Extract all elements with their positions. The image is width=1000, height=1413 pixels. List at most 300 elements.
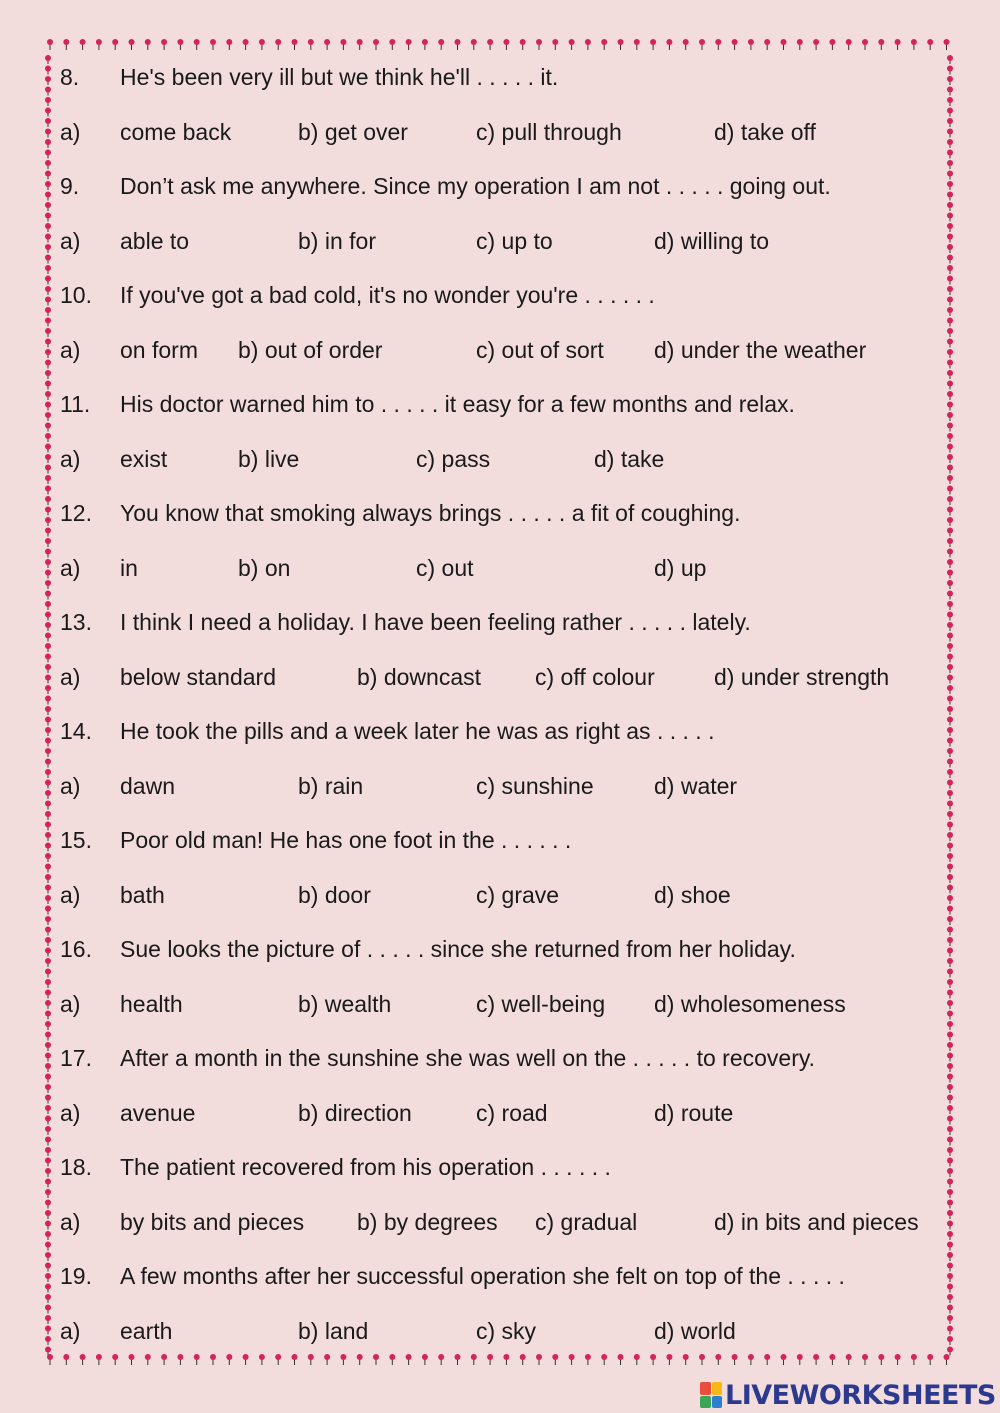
- heart-pin-icon: [947, 1053, 953, 1062]
- heart-pin-icon: [947, 1263, 953, 1272]
- question-text: If you've got a bad cold, it's no wonder you're . . . . . .: [120, 282, 655, 308]
- heart-pin-icon: [45, 1305, 51, 1314]
- heart-pin-icon: [45, 685, 51, 694]
- heart-pin-icon: [947, 181, 953, 190]
- question-text: You know that smoking always brings . . . . . a fit of coughing.: [120, 500, 741, 526]
- heart-pin-icon: [947, 1158, 953, 1167]
- heart-pin-icon: [45, 1326, 51, 1335]
- heart-pin-icon: [45, 1221, 51, 1230]
- heart-pin-icon: [45, 1294, 51, 1303]
- answer-option[interactable]: c) pull through: [476, 118, 622, 145]
- heart-pin-icon: [569, 39, 575, 50]
- answer-option[interactable]: b) downcast: [357, 663, 482, 690]
- worksheet: [60, 50, 940, 1360]
- heart-pin-icon: [947, 979, 953, 988]
- heart-pin-icon: [45, 160, 51, 169]
- heart-pin-icon: [947, 370, 953, 379]
- answer-option[interactable]: c) sunshine: [476, 772, 594, 799]
- heart-pin-icon: [45, 286, 51, 295]
- heart-pin-icon: [45, 1126, 51, 1135]
- answer-option[interactable]: c) grave: [476, 881, 560, 908]
- heart-pin-icon: [947, 1305, 953, 1314]
- answer-option[interactable]: come back: [120, 118, 232, 145]
- answer-option[interactable]: b) on: [238, 554, 291, 581]
- heart-pin-icon: [45, 1210, 51, 1219]
- heart-pin-icon: [45, 150, 51, 159]
- heart-pin-icon: [324, 39, 330, 50]
- heart-pin-icon: [947, 55, 953, 64]
- answer-option[interactable]: able to: [120, 227, 190, 254]
- heart-pin-icon: [947, 244, 953, 253]
- heart-pin-icon: [45, 643, 51, 652]
- heart-pin-icon: [45, 906, 51, 915]
- heart-pin-icon: [373, 39, 379, 50]
- heart-pin-icon: [947, 1252, 953, 1261]
- heart-pin-icon: [947, 654, 953, 663]
- answer-option[interactable]: b) get over: [298, 118, 408, 145]
- option-label: a): [60, 445, 81, 472]
- heart-pin-icon: [947, 150, 953, 159]
- answer-option[interactable]: c) up to: [476, 227, 553, 254]
- heart-pin-icon: [846, 39, 852, 50]
- heart-pin-icon: [585, 39, 591, 50]
- answer-option[interactable]: c) gradual: [535, 1208, 638, 1235]
- answer-option[interactable]: dawn: [120, 772, 175, 799]
- heart-pin-icon: [45, 87, 51, 96]
- heart-pin-icon: [45, 1263, 51, 1272]
- option-label: a): [60, 118, 81, 145]
- answer-option[interactable]: b) direction: [298, 1099, 412, 1126]
- answer-option[interactable]: d) take: [594, 445, 665, 472]
- heart-pin-icon: [947, 895, 953, 904]
- heart-pin-icon: [45, 1095, 51, 1104]
- heart-pin-icon: [45, 517, 51, 526]
- heart-pin-icon: [194, 39, 200, 50]
- heart-pin-icon: [45, 381, 51, 390]
- heart-pin-icon: [947, 790, 953, 799]
- question-row: [60, 1150, 940, 1184]
- answer-option[interactable]: by bits and pieces: [120, 1208, 305, 1235]
- heart-pin-icon: [45, 444, 51, 453]
- heart-pin-icon: [947, 1210, 953, 1219]
- answer-option[interactable]: b) by degrees: [357, 1208, 498, 1235]
- heart-pin-icon: [947, 1242, 953, 1251]
- heart-pin-icon: [947, 874, 953, 883]
- answer-option[interactable]: b) land: [298, 1317, 369, 1344]
- heart-pin-icon: [45, 1063, 51, 1072]
- heart-pin-icon: [947, 769, 953, 778]
- heart-pin-icon: [45, 895, 51, 904]
- answer-option[interactable]: health: [120, 990, 183, 1017]
- heart-pin-icon: [45, 1242, 51, 1251]
- heart-pin-icon: [45, 265, 51, 274]
- heart-pin-icon: [45, 370, 51, 379]
- heart-pin-icon: [45, 801, 51, 810]
- heart-pin-icon: [45, 832, 51, 841]
- heart-pin-icon: [45, 1315, 51, 1324]
- heart-pin-icon: [45, 591, 51, 600]
- answer-option[interactable]: on form: [120, 336, 198, 363]
- heart-pin-icon: [145, 39, 151, 50]
- answer-option[interactable]: b) door: [298, 881, 371, 908]
- heart-pin-icon: [45, 1336, 51, 1345]
- question-text: He's been very ill but we think he'll . . . . . it.: [120, 64, 559, 90]
- options-row: [60, 1314, 940, 1348]
- answer-option[interactable]: b) in for: [298, 227, 376, 254]
- heart-pin-icon: [45, 297, 51, 306]
- heart-pin-icon: [45, 549, 51, 558]
- heart-pin-icon: [947, 517, 953, 526]
- heart-pin-icon: [947, 832, 953, 841]
- question-number: 16.: [60, 936, 92, 962]
- heart-pin-icon: [947, 1042, 953, 1051]
- heart-pin-icon: [618, 39, 624, 50]
- heart-pin-icon: [947, 885, 953, 894]
- heart-pin-icon: [911, 39, 917, 50]
- question-number: 18.: [60, 1154, 92, 1180]
- heart-pin-icon: [947, 1315, 953, 1324]
- heart-pin-icon: [947, 496, 953, 505]
- heart-pin-icon: [45, 318, 51, 327]
- answer-option[interactable]: c) out: [416, 554, 474, 581]
- heart-pin-icon: [895, 39, 901, 50]
- heart-pin-icon: [829, 39, 835, 50]
- answer-option[interactable]: avenue: [120, 1099, 196, 1126]
- option-label: a): [60, 663, 81, 690]
- heart-pin-icon: [683, 39, 689, 50]
- options-row: [60, 878, 940, 912]
- answer-option[interactable]: b) live: [238, 445, 300, 472]
- question-number: 9.: [60, 173, 80, 199]
- heart-pin-icon: [947, 948, 953, 957]
- answer-option[interactable]: c) off colour: [535, 663, 655, 690]
- heart-pin-icon: [947, 307, 953, 316]
- heart-pin-icon: [947, 549, 953, 558]
- heart-pin-icon: [947, 475, 953, 484]
- heart-pin-icon: [357, 39, 363, 50]
- heart-pin-icon: [947, 202, 953, 211]
- heart-pin-icon: [947, 1084, 953, 1093]
- option-label: a): [60, 1099, 81, 1126]
- answer-option[interactable]: d) water: [654, 772, 738, 799]
- heart-pin-icon: [947, 1074, 953, 1083]
- heart-pin-icon: [944, 1354, 950, 1365]
- heart-pin-icon: [438, 39, 444, 50]
- answer-option[interactable]: b) out of order: [238, 336, 383, 363]
- heart-pin-icon: [45, 139, 51, 148]
- heart-pin-icon: [45, 76, 51, 85]
- heart-pin-icon: [47, 39, 53, 50]
- option-label: a): [60, 336, 81, 363]
- heart-pin-icon: [45, 244, 51, 253]
- heart-pin-icon: [947, 853, 953, 862]
- options-row: [60, 987, 940, 1021]
- heart-pin-icon: [947, 1336, 953, 1345]
- heart-pin-icon: [45, 1147, 51, 1156]
- heart-pin-icon: [45, 1074, 51, 1083]
- answer-option[interactable]: d) under the weather: [654, 336, 867, 363]
- heart-pin-icon: [947, 444, 953, 453]
- question-row: [60, 1259, 940, 1293]
- heart-pin-icon: [947, 1116, 953, 1125]
- answer-option[interactable]: d) world: [654, 1317, 736, 1344]
- question-text: Sue looks the picture of . . . . . since she returned from her holiday.: [120, 936, 796, 962]
- heart-pin-icon: [45, 790, 51, 799]
- heart-pin-icon: [634, 39, 640, 50]
- heart-pin-icon: [947, 843, 953, 852]
- heart-pin-icon: [45, 412, 51, 421]
- answer-option[interactable]: d) under strength: [714, 663, 890, 690]
- heart-pin-icon: [947, 97, 953, 106]
- heart-pin-icon: [45, 780, 51, 789]
- heart-pin-icon: [45, 654, 51, 663]
- question-row: [60, 496, 940, 530]
- heart-pin-icon: [947, 528, 953, 537]
- heart-pin-icon: [45, 1273, 51, 1282]
- answer-option[interactable]: d) willing to: [654, 227, 770, 254]
- answer-option[interactable]: below standard: [120, 663, 276, 690]
- heart-pin-icon: [947, 108, 953, 117]
- heart-pin-icon: [947, 223, 953, 232]
- heart-pin-icon: [947, 990, 953, 999]
- answer-option[interactable]: c) out of sort: [476, 336, 604, 363]
- heart-pin-icon: [129, 39, 135, 50]
- question-text: After a month in the sunshine she was well on the . . . . . to recovery.: [120, 1045, 816, 1071]
- heart-pin-icon: [161, 39, 167, 50]
- heart-pin-icon: [45, 874, 51, 883]
- answer-option[interactable]: c) sky: [476, 1317, 537, 1344]
- liveworksheets-logo-icon: [700, 1382, 722, 1408]
- heart-pin-icon: [947, 696, 953, 705]
- heart-pin-icon: [243, 39, 249, 50]
- heart-pin-icon: [45, 1168, 51, 1177]
- heart-pin-icon: [45, 1137, 51, 1146]
- question-text: He took the pills and a week later he was as right as . . . . .: [120, 718, 715, 744]
- heart-pin-icon: [45, 1042, 51, 1051]
- heart-pin-icon: [947, 685, 953, 694]
- brand-name: LIVEWORKSHEETS: [725, 1379, 996, 1411]
- answer-option[interactable]: b) wealth: [298, 990, 392, 1017]
- heart-pin-icon: [45, 696, 51, 705]
- heart-pin-icon: [45, 748, 51, 757]
- heart-pin-icon: [45, 339, 51, 348]
- answer-option[interactable]: in: [120, 554, 138, 581]
- answer-option[interactable]: d) wholesomeness: [654, 990, 846, 1017]
- footer-logo[interactable]: [700, 1378, 996, 1412]
- heart-pin-icon: [947, 675, 953, 684]
- heart-pin-icon: [947, 139, 953, 148]
- heart-pin-icon: [947, 1021, 953, 1030]
- heart-pin-icon: [947, 748, 953, 757]
- answer-option[interactable]: c) road: [476, 1099, 548, 1126]
- heart-pin-icon: [45, 759, 51, 768]
- heart-pin-icon: [45, 706, 51, 715]
- heart-pin-icon: [45, 1189, 51, 1198]
- heart-pin-icon: [748, 39, 754, 50]
- heart-pin-icon: [45, 1105, 51, 1114]
- heart-pin-icon: [45, 108, 51, 117]
- question-number: 17.: [60, 1045, 92, 1071]
- option-label: a): [60, 227, 81, 254]
- heart-pin-icon: [45, 864, 51, 873]
- heart-pin-icon: [797, 39, 803, 50]
- heart-pin-icon: [45, 55, 51, 64]
- heart-pin-icon: [947, 1326, 953, 1335]
- answer-option[interactable]: earth: [120, 1317, 173, 1344]
- heart-pin-icon: [45, 727, 51, 736]
- heart-pin-icon: [45, 612, 51, 621]
- heart-pin-icon: [947, 412, 953, 421]
- heart-pin-icon: [45, 129, 51, 138]
- heart-pin-icon: [947, 717, 953, 726]
- heart-pin-icon: [45, 255, 51, 264]
- heart-pin-icon: [947, 1032, 953, 1041]
- heart-pin-icon: [947, 129, 953, 138]
- answer-option[interactable]: c) pass: [416, 445, 491, 472]
- heart-pin-icon: [45, 622, 51, 631]
- heart-pin-icon: [275, 39, 281, 50]
- question-row: [60, 387, 940, 421]
- question-number: 11.: [60, 391, 91, 417]
- heart-pin-icon: [947, 612, 953, 621]
- heart-pin-icon: [45, 507, 51, 516]
- heart-pin-icon: [45, 223, 51, 232]
- heart-pin-icon: [45, 276, 51, 285]
- answer-option[interactable]: d) take off: [714, 118, 816, 145]
- heart-pin-icon: [947, 643, 953, 652]
- heart-pin-icon: [45, 181, 51, 190]
- option-label: a): [60, 554, 81, 581]
- heart-pin-icon: [45, 559, 51, 568]
- heart-pin-icon: [650, 39, 656, 50]
- heart-pin-icon: [947, 76, 953, 85]
- heart-pin-icon: [947, 937, 953, 946]
- heart-pin-icon: [45, 822, 51, 831]
- options-row: [60, 115, 940, 149]
- heart-pin-icon: [45, 958, 51, 967]
- heart-pin-icon: [947, 276, 953, 285]
- heart-pin-icon: [947, 465, 953, 474]
- heart-pin-icon: [45, 664, 51, 673]
- heart-pin-icon: [45, 454, 51, 463]
- answer-option[interactable]: exist: [120, 445, 168, 472]
- heart-pin-icon: [45, 979, 51, 988]
- heart-pin-icon: [947, 171, 953, 180]
- heart-pin-icon: [45, 1200, 51, 1209]
- heart-pin-icon: [947, 486, 953, 495]
- option-label: a): [60, 772, 81, 799]
- heart-pin-icon: [947, 192, 953, 201]
- heart-pin-icon: [764, 39, 770, 50]
- option-label: a): [60, 1208, 81, 1235]
- heart-pin-icon: [292, 39, 298, 50]
- heart-pin-icon: [947, 580, 953, 589]
- heart-pin-icon: [947, 87, 953, 96]
- heart-pin-icon: [47, 1354, 53, 1365]
- heart-pin-icon: [45, 1032, 51, 1041]
- heart-pin-icon: [45, 391, 51, 400]
- answer-option[interactable]: bath: [120, 881, 165, 908]
- heart-pin-icon: [112, 39, 118, 50]
- question-row: [60, 605, 940, 639]
- heart-pin-icon: [45, 570, 51, 579]
- heart-pin-icon: [947, 297, 953, 306]
- heart-pin-icon: [45, 528, 51, 537]
- heart-pin-icon: [947, 339, 953, 348]
- answer-option[interactable]: d) route: [654, 1099, 734, 1126]
- answer-option[interactable]: d) shoe: [654, 881, 731, 908]
- heart-pin-icon: [947, 1137, 953, 1146]
- heart-pin-icon: [45, 633, 51, 642]
- options-row: [60, 1205, 940, 1239]
- heart-pin-icon: [45, 580, 51, 589]
- heart-pin-icon: [947, 927, 953, 936]
- heart-pin-icon: [947, 591, 953, 600]
- heart-pin-icon: [45, 118, 51, 127]
- heart-pin-icon: [781, 39, 787, 50]
- heart-pin-icon: [552, 39, 558, 50]
- heart-pin-icon: [45, 349, 51, 358]
- answer-option[interactable]: b) rain: [298, 772, 364, 799]
- heart-pin-icon: [947, 570, 953, 579]
- heart-pin-icon: [947, 234, 953, 243]
- question-row: [60, 169, 940, 203]
- heart-pin-icon: [45, 496, 51, 505]
- heart-pin-icon: [45, 360, 51, 369]
- option-label: a): [60, 881, 81, 908]
- answer-option[interactable]: d) up: [654, 554, 707, 581]
- heart-pin-icon: [947, 1294, 953, 1303]
- heart-pin-icon: [927, 39, 933, 50]
- heart-pin-icon: [45, 486, 51, 495]
- heart-pin-icon: [45, 843, 51, 852]
- heart-pin-icon: [947, 559, 953, 568]
- heart-pin-icon: [45, 969, 51, 978]
- heart-pin-icon: [947, 1189, 953, 1198]
- heart-pin-icon: [210, 39, 216, 50]
- heart-pin-icon: [45, 234, 51, 243]
- heart-pin-icon: [947, 1063, 953, 1072]
- heart-pin-icon: [947, 759, 953, 768]
- heart-pin-icon: [947, 433, 953, 442]
- question-number: 8.: [60, 64, 80, 90]
- heart-pin-icon: [947, 1095, 953, 1104]
- answer-option[interactable]: c) well-being: [476, 990, 606, 1017]
- heart-pin-icon: [947, 811, 953, 820]
- heart-pin-icon: [45, 475, 51, 484]
- heart-pin-icon: [45, 1179, 51, 1188]
- heart-pin-icon: [947, 454, 953, 463]
- heart-pin-icon: [45, 1284, 51, 1293]
- question-text: The patient recovered from his operation . . . . . .: [120, 1154, 611, 1180]
- heart-pin-icon: [947, 66, 953, 75]
- option-label: a): [60, 990, 81, 1017]
- heart-pin-icon: [947, 1284, 953, 1293]
- heart-pin-icon: [947, 381, 953, 390]
- heart-pin-icon: [259, 39, 265, 50]
- heart-pin-icon: [45, 1000, 51, 1009]
- heart-pin-icon: [947, 738, 953, 747]
- heart-pin-icon: [947, 727, 953, 736]
- heart-pin-icon: [389, 39, 395, 50]
- heart-pin-icon: [947, 916, 953, 925]
- answer-option[interactable]: d) in bits and pieces: [714, 1208, 919, 1235]
- heart-pin-icon: [45, 1252, 51, 1261]
- heart-pin-icon: [45, 601, 51, 610]
- heart-pin-icon: [308, 39, 314, 50]
- question-row: [60, 60, 940, 94]
- heart-pin-icon: [45, 202, 51, 211]
